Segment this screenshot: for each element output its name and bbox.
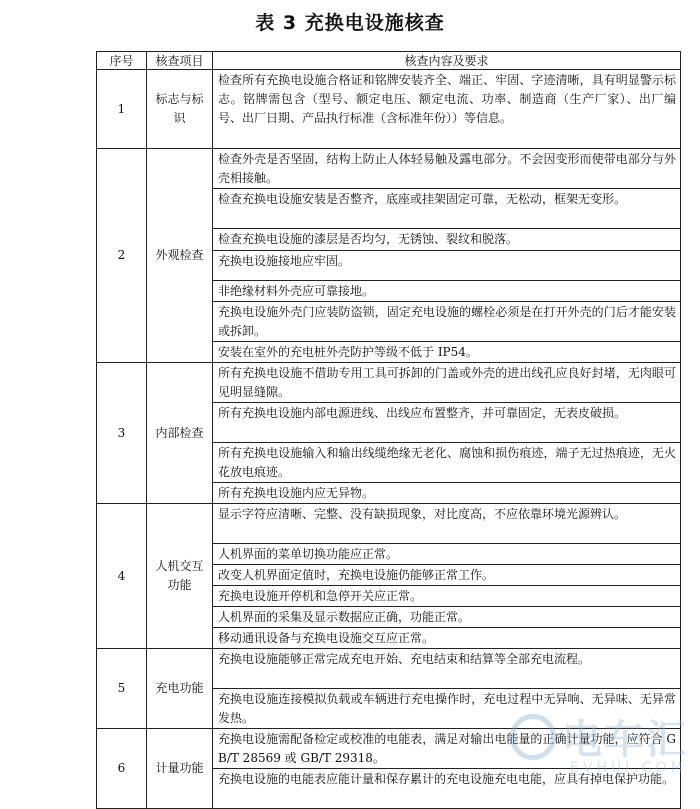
section-4-row-4: 充换电设施开停机和急停开关应正常。 [213, 586, 681, 607]
watermark [510, 708, 695, 784]
section-2-row-7: 安装在室外的充电桩外壳防护等级不低于 IP54。 [213, 342, 681, 363]
header-content: 核查内容及要求 [213, 52, 681, 70]
section-2-seq: 2 [97, 149, 147, 363]
section-5-item: 充电功能 [147, 649, 213, 729]
section-1-row-1: 检查所有充换电设施合格证和铭牌安装齐全、端正、牢固、字迹清晰，具有明显警示标志。铭牌需包含（型号、额定电压、额定电流、功率、制造商（生产厂家）、出厂编号、出厂日期、产品执行标准（含标准年份））等信息。 [213, 70, 681, 149]
table-row [97, 149, 681, 189]
table-row [97, 649, 681, 689]
section-3-row-4: 所有充换电设施内应无异物。 [213, 483, 681, 504]
section-4-row-1: 显示字符应清晰、完整、没有缺损现象，对比度高，不应依靠环境光源辨认。 [213, 504, 681, 544]
section-6-row-2: 充换电设施的电能表应能计量和保存累计的充电设施充电电能，应具有掉电保护功能。 [213, 769, 681, 809]
header-item: 核查项目 [147, 52, 213, 70]
section-2-row-2: 检查充换电设施安装是否整齐，底座或挂架固定可靠，无松动，框架无变形。 [213, 189, 681, 229]
section-2-row-5: 非绝缘材料外壳应可靠接地。 [213, 281, 681, 302]
watermark-domain: EVHUI.COM [570, 760, 687, 776]
inspection-table [96, 51, 681, 809]
section-4-item: 人机交互功能 [147, 504, 213, 649]
section-3-seq: 3 [97, 363, 147, 504]
section-2-row-4: 充换电设施接地应牢固。 [213, 251, 681, 281]
watermark-logo-icon [510, 714, 556, 760]
section-6-row-1: 充换电设施需配备检定或校准的电能表，满足对输出电能量的正确计量功能，应符合 GB/T 28569 或 GB/T 29318。 [213, 729, 681, 769]
section-2-row-6: 充换电设施外壳门应装防盗锁，固定充电设施的螺栓必须是在打开外壳的门后才能安装或拆卸。 [213, 302, 681, 342]
section-4-row-2: 人机界面的菜单切换功能应正常。 [213, 544, 681, 565]
table-title: 表 3 充换电设施核查 [255, 12, 445, 34]
section-5-row-1: 充换电设施能够正常完成充电开始、充电结束和结算等全部充电流程。 [213, 649, 681, 689]
section-5-row-2: 充换电设施连接模拟负载或车辆进行充电操作时，充电过程中无异响、无异味、无异常发热。 [213, 689, 681, 729]
section-2-row-1: 检查外壳是否坚固，结构上防止人体轻易触及露电部分。不会因变形而使带电部分与外壳相接触。 [213, 149, 681, 189]
section-5-seq: 5 [97, 649, 147, 729]
section-2-row-3: 检查充换电设施的漆层是否均匀，无锈蚀、裂纹和脱落。 [213, 229, 681, 251]
section-4-row-5: 人机界面的采集及显示数据应正确，功能正常。 [213, 607, 681, 628]
header-seq: 序号 [97, 52, 147, 70]
section-4-seq: 4 [97, 504, 147, 649]
table-header-row [97, 52, 681, 70]
section-4-row-3: 改变人机界面定值时，充换电设施仍能够正常工作。 [213, 565, 681, 586]
section-6-seq: 6 [97, 729, 147, 809]
table-row [97, 504, 681, 544]
section-3-row-1: 所有充换电设施不借助专用工具可拆卸的门盖或外壳的进出线孔应良好封堵，无肉眼可见明显缝隙。 [213, 363, 681, 403]
section-4-row-6: 移动通讯设备与充换电设施交互应正常。 [213, 628, 681, 649]
table-row [97, 363, 681, 403]
section-2-item: 外观检查 [147, 149, 213, 363]
section-1-item: 标志与标识 [147, 70, 213, 149]
table-row [97, 70, 681, 149]
section-3-item: 内部检查 [147, 363, 213, 504]
section-1-seq: 1 [97, 70, 147, 149]
section-3-row-2: 所有充换电设施内部电源进线、出线应布置整齐，并可靠固定，无表皮破损。 [213, 403, 681, 443]
section-6-item: 计量功能 [147, 729, 213, 809]
section-3-row-3: 所有充换电设施输入和输出线缆绝缘无老化、腐蚀和损伤痕迹，端子无过热痕迹，无火花放电痕迹。 [213, 443, 681, 483]
watermark-brand: 电车汇 [562, 717, 688, 763]
